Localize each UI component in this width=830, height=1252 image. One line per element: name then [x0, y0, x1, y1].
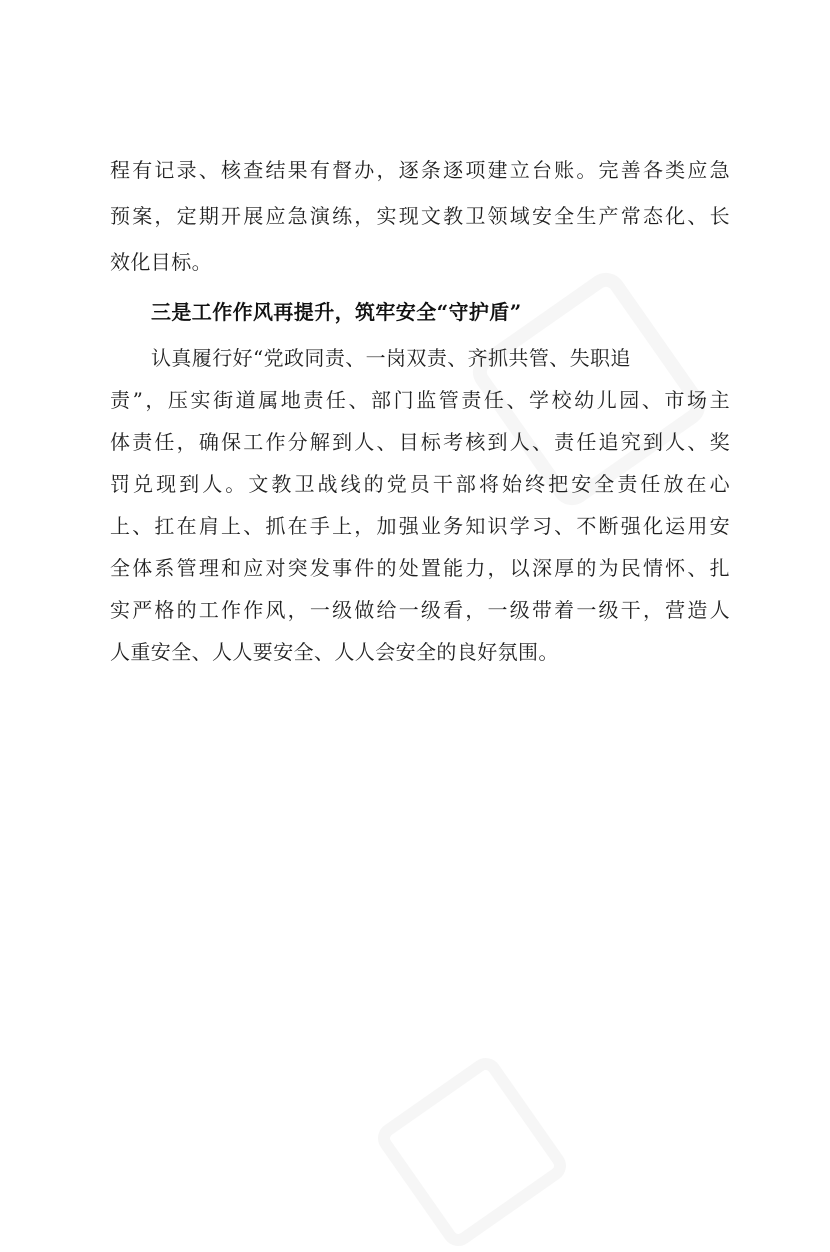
paragraph-2-line-1: 认真履行好“党政同责、一岗双责、齐抓共管、失职追 — [151, 346, 631, 370]
paragraph-2-line-4: 罚兑现到人。文教卫战线的党员干部将始终把安全责任放在心 — [110, 472, 730, 496]
watermark-shape-2 — [372, 1052, 573, 1252]
paragraph-2-line-2: 责”，压实街道属地责任、部门监管责任、学校幼儿园、市场主 — [110, 388, 730, 412]
paragraph-2-line-5: 上、扛在肩上、抓在手上，加强业务知识学习、不断强化运用安 — [110, 514, 730, 538]
paragraph-2-line-3: 体责任，确保工作分解到人、目标考核到人、责任追究到人、奖 — [110, 430, 730, 454]
section-heading: 三是工作作风再提升，筑牢安全“守护盾” — [151, 300, 522, 324]
paragraph-2-line-8: 人重安全、人人要安全、人人会安全的良好氛围。 — [110, 640, 559, 664]
paragraph-1-line-2: 预案，定期开展应急演练，实现文教卫领域安全生产常态化、长 — [110, 204, 730, 228]
paragraph-2-line-7: 实严格的工作作风，一级做给一级看，一级带着一级干，营造人 — [110, 598, 730, 622]
paragraph-1-line-1: 程有记录、核查结果有督办，逐条逐项建立台账。完善各类应急 — [110, 158, 730, 182]
paragraph-2-line-6: 全体系管理和应对突发事件的处置能力，以深厚的为民情怀、扎 — [110, 556, 730, 580]
paragraph-1-line-3: 效化目标。 — [110, 250, 212, 274]
